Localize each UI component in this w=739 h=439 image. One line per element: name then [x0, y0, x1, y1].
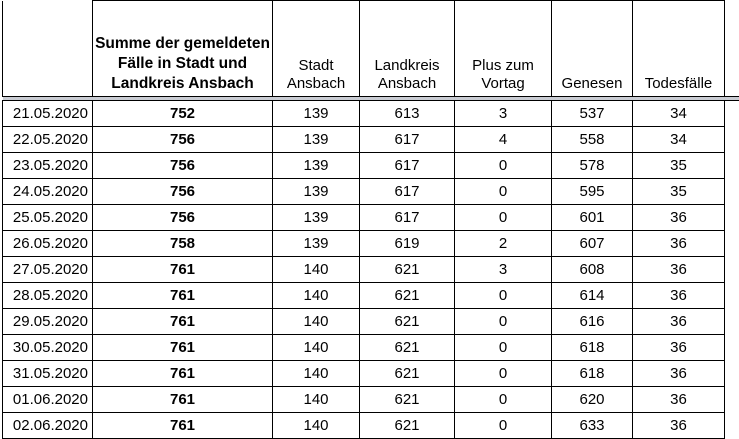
header-date	[3, 1, 93, 97]
header-edge	[725, 1, 739, 97]
cell-stadt: 140	[273, 283, 360, 309]
cell-todesfaelle: 36	[633, 231, 725, 257]
cell-todesfaelle: 36	[633, 205, 725, 231]
cell-sum: 761	[93, 335, 273, 361]
row-edge	[725, 205, 739, 231]
row-edge	[725, 101, 739, 127]
cell-plus: 0	[455, 179, 552, 205]
cell-landkreis: 613	[360, 101, 455, 127]
header-row	[3, 1, 739, 97]
cell-landkreis: 621	[360, 335, 455, 361]
cell-date: 28.05.2020	[3, 283, 93, 309]
cell-todesfaelle: 36	[633, 309, 725, 335]
cell-date: 01.06.2020	[3, 387, 93, 413]
cell-date: 25.05.2020	[3, 205, 93, 231]
cell-genesen: 608	[552, 257, 633, 283]
table-row	[3, 387, 739, 413]
cell-sum: 756	[93, 179, 273, 205]
row-edge	[725, 231, 739, 257]
cell-landkreis: 617	[360, 127, 455, 153]
table-row	[3, 361, 739, 387]
cell-sum: 761	[93, 413, 273, 439]
cell-stadt: 139	[273, 205, 360, 231]
cell-todesfaelle: 36	[633, 413, 725, 439]
cell-sum: 756	[93, 205, 273, 231]
cell-genesen: 607	[552, 231, 633, 257]
cell-stadt: 139	[273, 127, 360, 153]
cell-stadt: 139	[273, 231, 360, 257]
cell-stadt: 140	[273, 335, 360, 361]
table-row	[3, 205, 739, 231]
cell-genesen: 537	[552, 101, 633, 127]
cell-plus: 3	[455, 257, 552, 283]
cell-genesen: 618	[552, 361, 633, 387]
cell-date: 30.05.2020	[3, 335, 93, 361]
cell-date: 27.05.2020	[3, 257, 93, 283]
cell-stadt: 140	[273, 361, 360, 387]
cell-stadt: 139	[273, 101, 360, 127]
cell-todesfaelle: 36	[633, 257, 725, 283]
cell-todesfaelle: 34	[633, 127, 725, 153]
covid-cases-table	[2, 0, 739, 439]
cell-genesen: 616	[552, 309, 633, 335]
table-row	[3, 153, 739, 179]
cell-landkreis: 617	[360, 179, 455, 205]
cell-sum: 758	[93, 231, 273, 257]
table-row	[3, 101, 739, 127]
cell-plus: 0	[455, 153, 552, 179]
cell-todesfaelle: 35	[633, 153, 725, 179]
header-todesfaelle: Todesfälle	[633, 1, 725, 97]
row-edge	[725, 309, 739, 335]
row-edge	[725, 283, 739, 309]
cell-sum: 752	[93, 101, 273, 127]
cell-landkreis: 619	[360, 231, 455, 257]
cell-genesen: 558	[552, 127, 633, 153]
cell-sum: 761	[93, 309, 273, 335]
cell-stadt: 140	[273, 387, 360, 413]
header-genesen: Genesen	[552, 1, 633, 97]
header-stadt: Stadt Ansbach	[273, 1, 360, 97]
cell-plus: 2	[455, 231, 552, 257]
table-row	[3, 335, 739, 361]
cell-todesfaelle: 34	[633, 101, 725, 127]
table-row	[3, 283, 739, 309]
row-edge	[725, 153, 739, 179]
table-row	[3, 127, 739, 153]
row-edge	[725, 361, 739, 387]
cell-todesfaelle: 35	[633, 179, 725, 205]
table-row	[3, 257, 739, 283]
cell-date: 23.05.2020	[3, 153, 93, 179]
cell-stadt: 140	[273, 309, 360, 335]
cell-landkreis: 621	[360, 361, 455, 387]
cell-sum: 761	[93, 387, 273, 413]
cell-plus: 0	[455, 335, 552, 361]
row-edge	[725, 413, 739, 439]
cell-landkreis: 621	[360, 413, 455, 439]
row-edge	[725, 257, 739, 283]
cell-stadt: 140	[273, 257, 360, 283]
cell-genesen: 601	[552, 205, 633, 231]
table-row	[3, 179, 739, 205]
cell-landkreis: 621	[360, 387, 455, 413]
cell-todesfaelle: 36	[633, 361, 725, 387]
cell-sum: 761	[93, 361, 273, 387]
cell-stadt: 139	[273, 179, 360, 205]
cell-date: 24.05.2020	[3, 179, 93, 205]
header-plus: Plus zum Vortag	[455, 1, 552, 97]
cell-genesen: 578	[552, 153, 633, 179]
cell-sum: 756	[93, 153, 273, 179]
cell-date: 26.05.2020	[3, 231, 93, 257]
cell-genesen: 595	[552, 179, 633, 205]
cell-plus: 0	[455, 205, 552, 231]
table-row	[3, 309, 739, 335]
cell-plus: 0	[455, 387, 552, 413]
cell-date: 31.05.2020	[3, 361, 93, 387]
cell-stadt: 140	[273, 413, 360, 439]
cell-plus: 0	[455, 309, 552, 335]
cell-landkreis: 621	[360, 309, 455, 335]
row-edge	[725, 387, 739, 413]
cell-genesen: 614	[552, 283, 633, 309]
cell-genesen: 618	[552, 335, 633, 361]
cell-plus: 0	[455, 413, 552, 439]
cell-sum: 761	[93, 283, 273, 309]
cell-date: 29.05.2020	[3, 309, 93, 335]
cell-todesfaelle: 36	[633, 335, 725, 361]
cell-plus: 0	[455, 283, 552, 309]
cell-landkreis: 621	[360, 257, 455, 283]
cell-sum: 756	[93, 127, 273, 153]
cell-plus: 0	[455, 361, 552, 387]
cell-plus: 4	[455, 127, 552, 153]
header-sum: Summe der gemeldeten Fälle in Stadt und Landkreis Ansbach	[93, 1, 273, 97]
row-edge	[725, 179, 739, 205]
cell-landkreis: 617	[360, 153, 455, 179]
cell-genesen: 620	[552, 387, 633, 413]
row-edge	[725, 335, 739, 361]
cell-landkreis: 621	[360, 283, 455, 309]
cell-stadt: 139	[273, 153, 360, 179]
cell-todesfaelle: 36	[633, 387, 725, 413]
cell-genesen: 633	[552, 413, 633, 439]
header-landkreis: Landkreis Ansbach	[360, 1, 455, 97]
cell-date: 02.06.2020	[3, 413, 93, 439]
cell-landkreis: 617	[360, 205, 455, 231]
cell-todesfaelle: 36	[633, 283, 725, 309]
table-row	[3, 231, 739, 257]
cell-sum: 761	[93, 257, 273, 283]
table-row	[3, 413, 739, 439]
cell-date: 21.05.2020	[3, 101, 93, 127]
cell-plus: 3	[455, 101, 552, 127]
cell-date: 22.05.2020	[3, 127, 93, 153]
row-edge	[725, 127, 739, 153]
